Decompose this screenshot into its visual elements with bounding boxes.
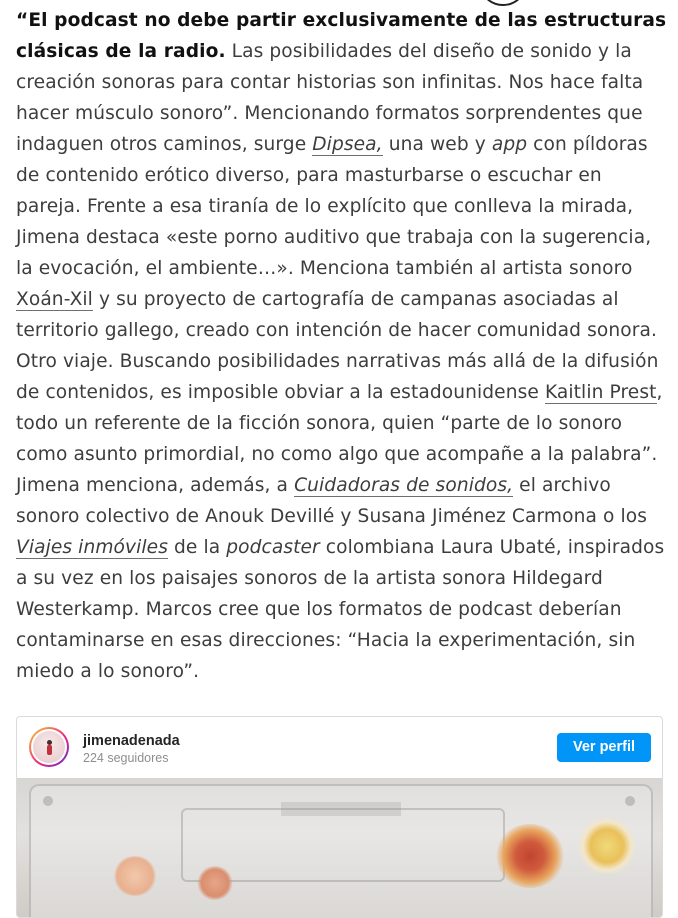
link-cuidadoras-de-sonidos[interactable]: Cuidadoras de sonidos, xyxy=(294,475,514,496)
text-segment: Las posibilidades del diseño de sonido y la creación sonoras para contar historias son infinitas. Nos hace falta hacer músculo sonoro”. Mencionando formatos sorprendentes que indaguen otros caminos, surge xyxy=(16,41,644,155)
link-xoan-xil[interactable]: Xoán-Xil xyxy=(16,289,93,310)
instagram-embed xyxy=(16,716,663,918)
link-viajes-inmoviles[interactable]: Viajes inmóviles xyxy=(16,537,168,558)
lead-quote: “El podcast no debe partir exclusivamente de las estructuras clásicas de la radio. xyxy=(16,10,667,62)
instagram-followers: 224 seguidores xyxy=(83,751,169,765)
flower-shape xyxy=(113,856,157,896)
flower-shape xyxy=(197,866,233,900)
text-segment: con píldoras de contenido erótico diverso, para masturbarse o escuchar en pareja. Frente a esa tiranía de lo explícito que conlleva la mirada, Jimena destaca «este porno auditivo que trabaja con la sugerencia, la evocación, el ambiente…». Menciona también al artista sonoro xyxy=(16,134,652,279)
text-segment: el archivo sonoro colectivo de Anouk Devillé y Susana Jiménez Carmona o los xyxy=(16,475,647,527)
text-segment: de la xyxy=(167,537,227,558)
instagram-username[interactable]: jimenadenada xyxy=(83,733,180,749)
article-body xyxy=(16,5,668,687)
link-dipsea[interactable]: Dipsea, xyxy=(312,134,383,155)
cassette-screw xyxy=(625,796,635,806)
view-profile-button[interactable]: Ver perfil xyxy=(557,733,651,762)
link-kaitlin-prest[interactable]: Kaitlin Prest xyxy=(544,382,657,403)
podcaster-term: podcaster xyxy=(226,537,320,558)
cassette-window xyxy=(181,808,505,882)
avatar-ring xyxy=(31,729,67,765)
text-segment: una web y xyxy=(382,134,492,155)
embed-header xyxy=(17,717,662,779)
instagram-post-image[interactable] xyxy=(17,778,662,918)
text-segment: y su proyecto de cartografía de campanas asociadas al territorio gallego, creado con intención de hacer comunidad sonora. Otro viaje. Buscando posibilidades narrativas más allá de la difusión de contenidos, es imposible obviar a la estadounidense xyxy=(16,289,659,403)
avatar-figure-icon xyxy=(47,745,52,755)
app-term: app xyxy=(491,134,528,155)
flower-shape xyxy=(495,824,565,888)
text-segment: , todo un referente de la ficción sonora, quien “parte de lo sonoro como asunto primordial, no como algo que acompañe a la palabra”. Jimena menciona, además, a xyxy=(16,382,663,496)
avatar-image xyxy=(33,731,65,763)
avatar[interactable] xyxy=(29,727,69,767)
flower-shape xyxy=(577,818,637,874)
cassette-screw xyxy=(43,796,53,806)
article-paragraph xyxy=(16,5,668,687)
text-segment: colombiana Laura Ubaté, inspirados a su vez en los paisajes sonoros de la artista sonora Hildegard Westerkamp. Marcos cree que los formatos de podcast deberían contaminarse en esas direcciones: “Hacia la experimentación, sin miedo a lo sonoro”. xyxy=(16,537,665,682)
